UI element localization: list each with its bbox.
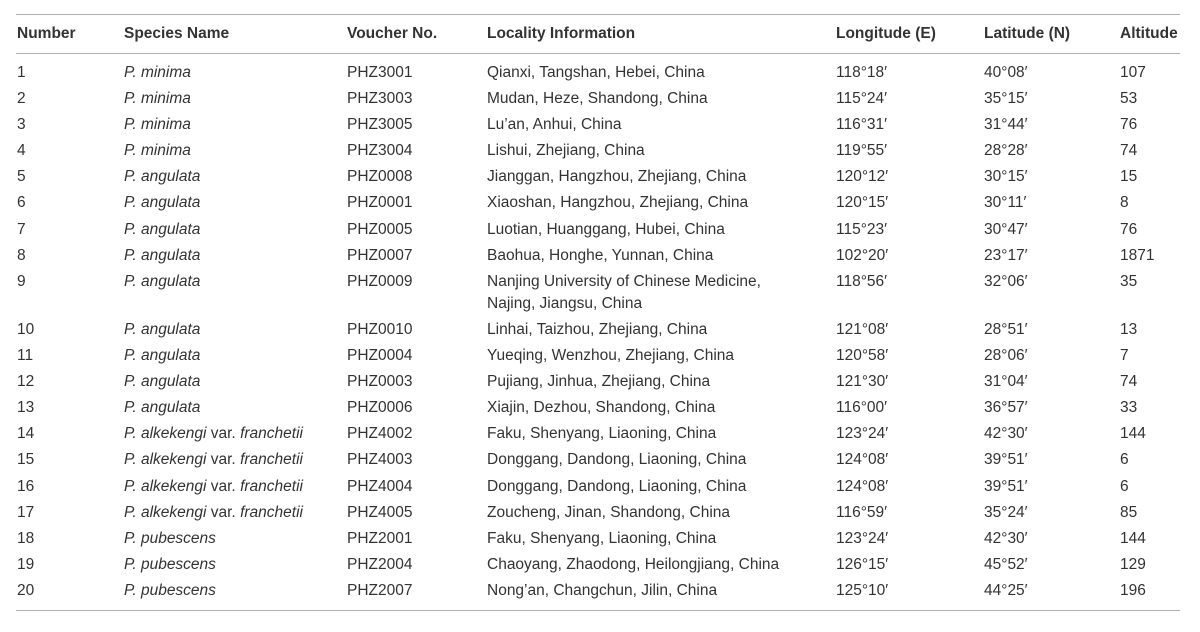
table-top-rule [16, 14, 1180, 15]
longitude-value: 120°58′ [836, 347, 889, 364]
voucher-number: PHZ0006 [347, 399, 413, 416]
latitude-value: 30°47′ [984, 221, 1028, 238]
species-binomial: P. angulata [124, 321, 201, 338]
row-number: 13 [17, 399, 35, 416]
row-number: 5 [17, 168, 26, 185]
table-header-rule [16, 53, 1180, 54]
latitude-value: 28°06′ [984, 347, 1028, 364]
species-variety: var. franchetii [206, 504, 303, 521]
voucher-number: PHZ4004 [347, 478, 413, 495]
altitude-value: 107 [1120, 64, 1146, 81]
species-name [124, 245, 200, 267]
locality-information: Faku, Shenyang, Liaoning, China [487, 425, 717, 442]
latitude-value: 36°57′ [984, 399, 1028, 416]
longitude-value: 121°08′ [836, 321, 889, 338]
row-number: 19 [17, 556, 35, 573]
voucher-number: PHZ0009 [347, 273, 413, 290]
voucher-number: PHZ2007 [347, 582, 413, 599]
species-name [124, 580, 216, 602]
longitude-value: 116°31′ [836, 116, 888, 133]
header-altitude: Altitude [1120, 25, 1178, 42]
altitude-value: 35 [1120, 273, 1138, 290]
row-number: 2 [17, 90, 26, 107]
locality-information: Zoucheng, Jinan, Shandong, China [487, 504, 731, 521]
header-locality-information: Locality Information [487, 25, 636, 42]
altitude-value: 74 [1120, 142, 1138, 159]
longitude-value: 124°08′ [836, 451, 889, 468]
species-binomial: P. minima [124, 90, 191, 107]
row-number: 15 [17, 451, 35, 468]
locality-information: Mudan, Heze, Shandong, China [487, 90, 708, 107]
species-name [124, 219, 200, 241]
locality-information: Chaoyang, Zhaodong, Heilongjiang, China [487, 556, 780, 573]
voucher-number: PHZ2004 [347, 556, 413, 573]
species-variety: var. franchetii [206, 451, 303, 468]
species-variety: var. franchetii [206, 478, 303, 495]
latitude-value: 35°24′ [984, 504, 1028, 521]
row-number: 1 [17, 64, 26, 81]
longitude-value: 121°30′ [836, 373, 889, 390]
species-binomial: P. angulata [124, 373, 201, 390]
voucher-number: PHZ0008 [347, 168, 413, 185]
locality-information: Nanjing University of Chinese Medicine, [487, 273, 761, 290]
locality-information: Donggang, Dandong, Liaoning, China [487, 451, 747, 468]
species-name [124, 371, 200, 393]
longitude-value: 124°08′ [836, 478, 889, 495]
locality-information: Luotian, Huanggang, Hubei, China [487, 221, 725, 238]
latitude-value: 42°30′ [984, 530, 1028, 547]
locality-information: Nong’an, Changchun, Jilin, China [487, 582, 718, 599]
row-number: 10 [17, 321, 35, 338]
species-binomial: P. angulata [124, 399, 201, 416]
voucher-number: PHZ0004 [347, 347, 413, 364]
row-number: 3 [17, 116, 26, 133]
latitude-value: 39°51′ [984, 451, 1028, 468]
locality-information: Xiajin, Dezhou, Shandong, China [487, 399, 716, 416]
longitude-value: 119°55′ [836, 142, 888, 159]
species-binomial: P. angulata [124, 221, 201, 238]
latitude-value: 32°06′ [984, 273, 1028, 290]
voucher-number: PHZ0003 [347, 373, 413, 390]
altitude-value: 6 [1120, 451, 1129, 468]
altitude-value: 7 [1120, 347, 1129, 364]
longitude-value: 118°56′ [836, 273, 888, 290]
latitude-value: 35°15′ [984, 90, 1028, 107]
altitude-value: 129 [1120, 556, 1146, 573]
species-binomial: P. angulata [124, 194, 201, 211]
species-variety: var. franchetii [206, 425, 303, 442]
voucher-number: PHZ4003 [347, 451, 413, 468]
species-binomial: P. minima [124, 116, 191, 133]
longitude-value: 123°24′ [836, 425, 889, 442]
species-binomial: P. alkekengi [124, 451, 207, 468]
species-name [124, 271, 200, 293]
altitude-value: 6 [1120, 478, 1129, 495]
latitude-value: 39°51′ [984, 478, 1028, 495]
species-binomial: P. angulata [124, 273, 201, 290]
species-name [124, 114, 191, 136]
longitude-value: 120°15′ [836, 194, 889, 211]
voucher-number: PHZ3005 [347, 116, 413, 133]
species-name [124, 166, 200, 188]
row-number: 16 [17, 478, 35, 495]
longitude-value: 115°24′ [836, 90, 888, 107]
altitude-value: 74 [1120, 373, 1138, 390]
header-longitude: Longitude (E) [836, 25, 936, 42]
species-binomial: P. minima [124, 142, 191, 159]
voucher-number: PHZ0010 [347, 321, 413, 338]
longitude-value: 126°15′ [836, 556, 889, 573]
locality-information: Linhai, Taizhou, Zhejiang, China [487, 321, 708, 338]
species-name [124, 502, 303, 524]
species-binomial: P. alkekengi [124, 504, 207, 521]
row-number: 14 [17, 425, 35, 442]
voucher-number: PHZ4005 [347, 504, 413, 521]
longitude-value: 123°24′ [836, 530, 889, 547]
row-number: 20 [17, 582, 35, 599]
row-number: 11 [17, 347, 34, 364]
voucher-number: PHZ4002 [347, 425, 413, 442]
row-number: 12 [17, 373, 35, 390]
altitude-value: 13 [1120, 321, 1138, 338]
longitude-value: 116°59′ [836, 504, 888, 521]
altitude-value: 1871 [1120, 247, 1155, 264]
latitude-value: 45°52′ [984, 556, 1028, 573]
longitude-value: 102°20′ [836, 247, 889, 264]
locality-information: Lu’an, Anhui, China [487, 116, 622, 133]
longitude-value: 118°18′ [836, 64, 888, 81]
species-binomial: P. pubescens [124, 530, 216, 547]
altitude-value: 76 [1120, 116, 1138, 133]
altitude-value: 33 [1120, 399, 1138, 416]
row-number: 8 [17, 247, 26, 264]
species-name [124, 423, 303, 445]
latitude-value: 40°08′ [984, 64, 1028, 81]
voucher-number: PHZ3001 [347, 64, 413, 81]
voucher-number: PHZ2001 [347, 530, 413, 547]
altitude-value: 53 [1120, 90, 1138, 107]
longitude-value: 115°23′ [836, 221, 888, 238]
species-name [124, 88, 191, 110]
species-name [124, 449, 303, 471]
locality-information: Donggang, Dandong, Liaoning, China [487, 478, 747, 495]
species-binomial: P. pubescens [124, 582, 216, 599]
species-name [124, 476, 303, 498]
table-bottom-rule [16, 610, 1180, 611]
species-binomial: P. minima [124, 64, 191, 81]
voucher-number: PHZ3004 [347, 142, 413, 159]
locality-information: Yueqing, Wenzhou, Zhejiang, China [487, 347, 735, 364]
species-name [124, 345, 200, 367]
row-number: 6 [17, 194, 26, 211]
altitude-value: 196 [1120, 582, 1146, 599]
latitude-value: 44°25′ [984, 582, 1028, 599]
species-name [124, 192, 200, 214]
voucher-number: PHZ0007 [347, 247, 413, 264]
species-name [124, 140, 191, 162]
species-binomial: P. angulata [124, 247, 201, 264]
longitude-value: 120°12′ [836, 168, 889, 185]
voucher-number: PHZ0001 [347, 194, 413, 211]
header-species-name: Species Name [124, 25, 230, 42]
altitude-value: 76 [1120, 221, 1138, 238]
species-binomial: P. alkekengi [124, 425, 207, 442]
latitude-value: 31°44′ [984, 116, 1028, 133]
longitude-value: 116°00′ [836, 399, 888, 416]
longitude-value: 125°10′ [836, 582, 889, 599]
latitude-value: 28°51′ [984, 321, 1028, 338]
latitude-value: 42°30′ [984, 425, 1028, 442]
altitude-value: 144 [1120, 530, 1146, 547]
species-binomial: P. angulata [124, 347, 201, 364]
latitude-value: 31°04′ [984, 373, 1028, 390]
species-binomial: P. pubescens [124, 556, 216, 573]
species-name [124, 554, 216, 576]
altitude-value: 8 [1120, 194, 1129, 211]
species-name [124, 319, 200, 341]
locality-information: Xiaoshan, Hangzhou, Zhejiang, China [487, 194, 749, 211]
locality-information: Pujiang, Jinhua, Zhejiang, China [487, 373, 711, 390]
header-voucher-no: Voucher No. [347, 25, 438, 42]
row-number: 17 [17, 504, 35, 521]
latitude-value: 30°11′ [984, 194, 1027, 211]
header-number: Number [17, 25, 76, 42]
locality-information: Qianxi, Tangshan, Hebei, China [487, 64, 705, 81]
altitude-value: 144 [1120, 425, 1146, 442]
species-name [124, 62, 191, 84]
row-number: 4 [17, 142, 26, 159]
species-name [124, 528, 216, 550]
locality-information: Faku, Shenyang, Liaoning, China [487, 530, 717, 547]
row-number: 9 [17, 273, 26, 290]
species-binomial: P. angulata [124, 168, 201, 185]
species-binomial: P. alkekengi [124, 478, 207, 495]
row-number: 7 [17, 221, 26, 238]
locality-information: Jianggan, Hangzhou, Zhejiang, China [487, 168, 747, 185]
latitude-value: 28°28′ [984, 142, 1028, 159]
altitude-value: 15 [1120, 168, 1138, 185]
locality-information-continued: Najing, Jiangsu, China [487, 295, 643, 312]
voucher-number: PHZ3003 [347, 90, 413, 107]
latitude-value: 23°17′ [984, 247, 1028, 264]
header-latitude: Latitude (N) [984, 25, 1071, 42]
locality-information: Baohua, Honghe, Yunnan, China [487, 247, 714, 264]
species-name [124, 397, 200, 419]
latitude-value: 30°15′ [984, 168, 1028, 185]
locality-information: Lishui, Zhejiang, China [487, 142, 645, 159]
row-number: 18 [17, 530, 35, 547]
altitude-value: 85 [1120, 504, 1138, 521]
voucher-number: PHZ0005 [347, 221, 413, 238]
